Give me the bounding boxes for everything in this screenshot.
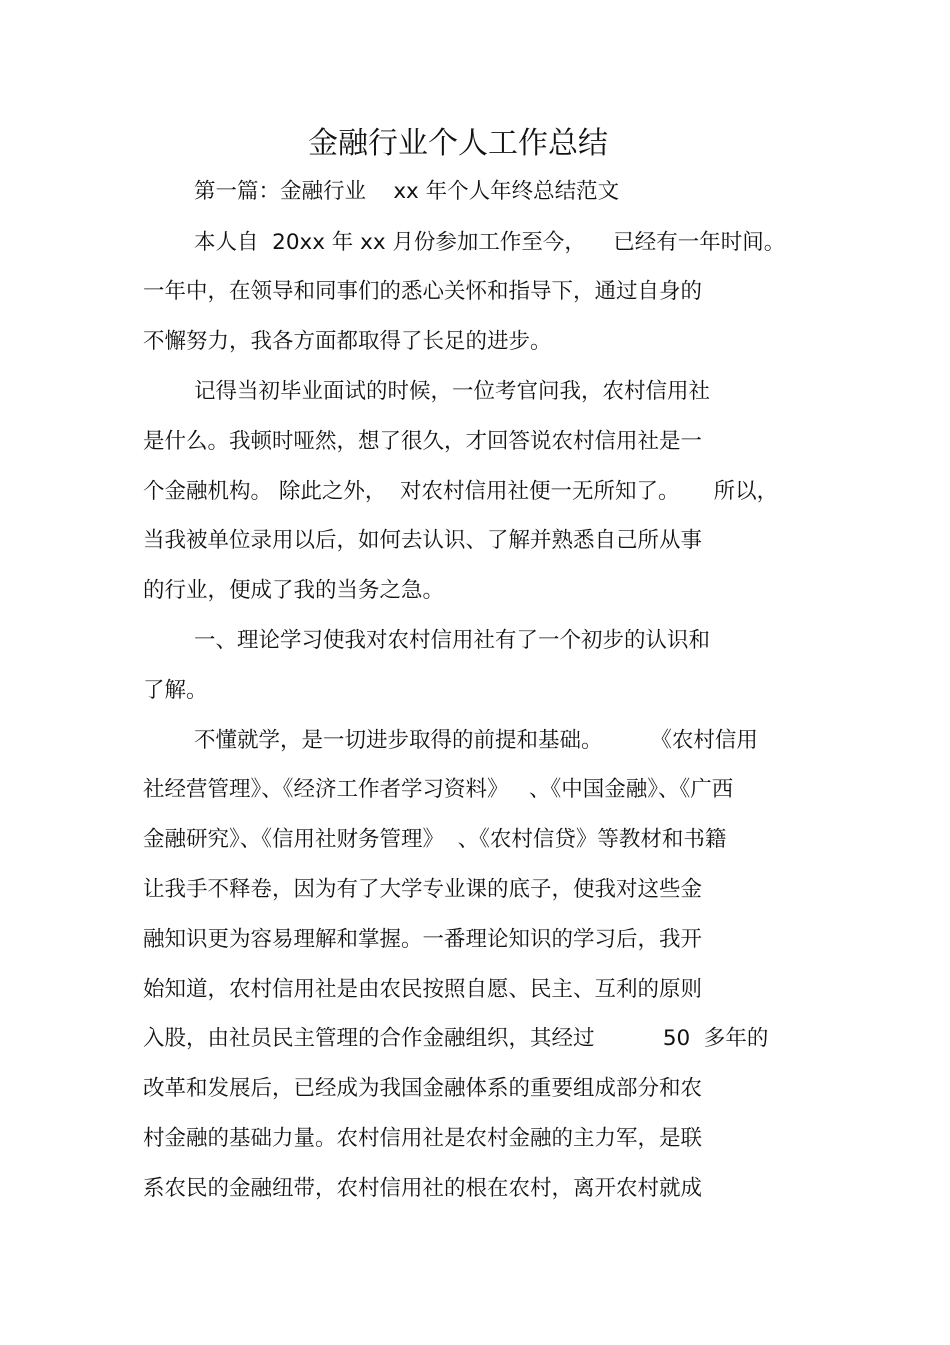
body-line: 改革和发展后，已经成为我国金融体系的重要组成部分和农 (143, 1076, 703, 1101)
body-line: 让我手不释卷，因为有了大学专业课的底子，使我对这些金 (143, 877, 703, 902)
body-line: 不懈努力，我各方面都取得了长足的进步。 (143, 329, 552, 354)
body-line: 个金融机构。 除此之外， 对农村信用社便一无所知了。 所以， (143, 479, 779, 504)
section-heading-line: 一、理论学习使我对农村信用社有了一个初步的认识和 (194, 628, 711, 653)
subtitle-line: 第一篇：金融行业 xx 年个人年终总结范文 (194, 179, 620, 204)
body-line: 本人自 20xx 年 xx 月份参加工作至今， 已经有一年时间。 (194, 230, 786, 255)
body-line: 一年中，在领导和同事们的悉心关怀和指导下，通过自身的 (143, 279, 703, 304)
body-line: 是什么。我顿时哑然，想了很久，才回答说农村信用社是一 (143, 429, 703, 454)
section-heading-line: 了解。 (143, 678, 208, 703)
body-line: 的行业，便成了我的当务之急。 (143, 578, 445, 603)
body-line: 金融研究》、《信用社财务管理》 、《农村信贷》等教材和书籍 (143, 827, 727, 852)
body-line: 始知道，农村信用社是由农民按照自愿、民主、互利的原则 (143, 977, 703, 1002)
body-line: 系农民的金融纽带，农村信用社的根在农村，离开农村就成 (143, 1176, 703, 1201)
body-line: 记得当初毕业面试的时候，一位考官问我，农村信用社 (194, 379, 711, 404)
body-line: 当我被单位录用以后，如何去认识、了解并熟悉自己所从事 (143, 528, 703, 553)
body-line: 村金融的基础力量。农村信用社是农村金融的主力军，是联 (143, 1126, 703, 1151)
body-line: 不懂就学，是一切进步取得的前提和基础。 《农村信用 (194, 728, 758, 753)
body-line: 融知识更为容易理解和掌握。一番理论知识的学习后，我开 (143, 927, 703, 952)
document-title: 金融行业个人工作总结 (308, 126, 608, 161)
body-line: 社经营管理》、《经济工作者学习资料》 、《中国金融》、《广西 (143, 777, 734, 802)
body-line: 入股，由社员民主管理的合作金融组织，其经过 50 多年的 (143, 1026, 769, 1051)
